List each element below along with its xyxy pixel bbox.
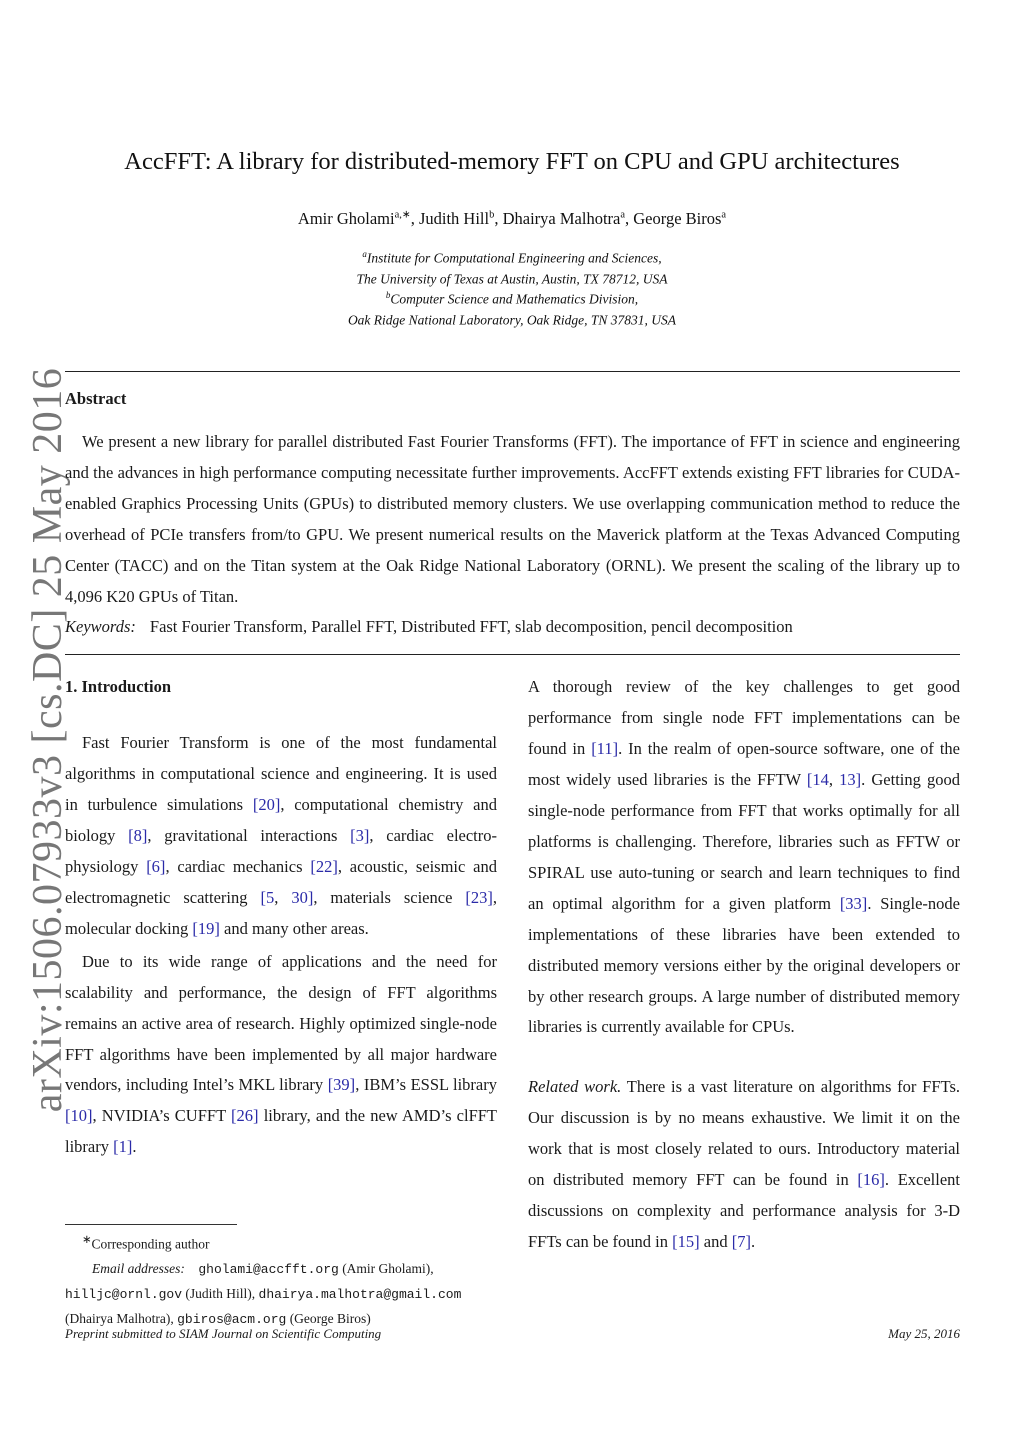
citation-link[interactable]: [7] xyxy=(731,1232,751,1252)
footnote-emails-line: (Dhairya Malhotra), gbiros@acm.org (George Biros) xyxy=(65,1310,371,1327)
paragraph-text: , cardiac mechanics xyxy=(165,856,311,876)
email-link[interactable]: hilljc@ornl.gov xyxy=(65,1286,183,1302)
citation-link[interactable]: [14 xyxy=(806,769,829,789)
paragraph-text: A thorough review of the key challenges to get good performance from single node FFT implementations can be found in xyxy=(528,677,960,758)
affiliation-line: Oak Ridge National Laboratory, Oak Ridge, TN 37831, USA xyxy=(347,312,677,328)
paragraph-text: and many other areas. xyxy=(219,918,369,938)
intro-paragraph-1 xyxy=(65,728,497,945)
left-column xyxy=(65,672,497,1163)
citation-link[interactable]: [33] xyxy=(839,893,868,913)
citation-link[interactable]: [23] xyxy=(465,887,493,907)
citation-link[interactable]: [6] xyxy=(146,856,166,876)
paragraph-text: . Single-node implementations of these libraries have been extended to distributed memory versions either by the original developers or by other research groups. A large number of distributed memory libraries is currently available for CPUs. xyxy=(528,893,960,1037)
affiliations xyxy=(0,246,1024,329)
citation-link[interactable]: [11] xyxy=(591,738,619,758)
email-link[interactable]: dhairya.malhotra@gmail.com xyxy=(258,1286,462,1302)
author: Dhairya Malhotra$^a$, xyxy=(502,208,634,228)
paper-title: AccFFT: A library for distributed-memory FFT on CPU and GPU architectures xyxy=(124,148,900,175)
right-column xyxy=(528,672,960,1258)
affiliation-line: The University of Texas at Austin, Austin, TX 78712, USA xyxy=(356,271,668,287)
paragraph-text: , computational chemistry and biology xyxy=(65,794,497,845)
keywords-label: Keywords: xyxy=(65,617,136,636)
email-link[interactable]: gbiros@acm.org xyxy=(177,1311,287,1327)
footnote xyxy=(65,1228,497,1332)
citation-link[interactable]: [26] xyxy=(231,1106,259,1126)
paragraph-text: library, and the new AMD’s clFFT library xyxy=(65,1106,497,1157)
citation-link[interactable]: [19] xyxy=(192,918,220,938)
keywords xyxy=(65,616,960,638)
paragraph-text: , xyxy=(828,769,840,789)
paragraph-text: , IBM’s ESSL library xyxy=(355,1075,497,1095)
paragraph-text: and xyxy=(699,1232,732,1252)
citation-link[interactable]: [39] xyxy=(327,1075,356,1095)
paragraph-text: , materials science xyxy=(313,887,466,907)
footnote-corresponding-author: ∗Corresponding author xyxy=(82,1234,210,1252)
author: George Biros$^a$ xyxy=(633,208,727,228)
abstract-heading: Abstract xyxy=(65,389,127,408)
author-list xyxy=(0,208,1024,229)
abstract-bottom-rule xyxy=(65,654,960,655)
keywords-list: Fast Fourier Transform, Parallel FFT, Distributed FFT, slab decomposition, pencil decomposition xyxy=(149,617,793,636)
citation-link[interactable]: [22] xyxy=(310,856,338,876)
paragraph-text: . xyxy=(132,1137,137,1157)
affiliation-line: $^b$Computer Science and Mathematics Division, xyxy=(385,290,639,307)
citation-link[interactable]: [8] xyxy=(128,825,148,845)
intro-paragraph-2 xyxy=(65,947,497,1164)
email-link[interactable]: gholami@accfft.org xyxy=(198,1261,339,1277)
paragraph-text: , acoustic, seismic and electromagnetic scattering xyxy=(65,856,497,907)
paragraph-text: , molecular docking xyxy=(65,887,498,938)
paragraph-text: , NVIDIA’s CUFFT xyxy=(92,1106,232,1126)
paragraph-text: . xyxy=(750,1232,756,1252)
footnote-emails-line: hilljc@ornl.gov (Judith Hill), dhairya.malhotra@gmail.com xyxy=(65,1285,462,1302)
citation-link[interactable]: [1] xyxy=(113,1137,133,1157)
affiliation-line: $^a$Institute for Computational Engineering and Sciences, xyxy=(362,249,662,266)
related-work-paragraph xyxy=(528,1072,960,1258)
abstract-top-rule xyxy=(65,371,960,372)
author: Amir Gholami$^{a,∗}$, xyxy=(297,208,419,228)
citation-link[interactable]: [5 xyxy=(260,887,275,907)
paragraph-text: , gravitational interactions xyxy=(147,825,351,845)
author: Judith Hill$^b$, xyxy=(418,208,503,228)
footnote-rule xyxy=(65,1224,237,1225)
paragraph-text: . In the realm of open-source software, one of the most widely used libraries is the FFTW xyxy=(528,738,960,789)
paragraph-text: , xyxy=(274,887,292,907)
footer-preprint-note: Preprint submitted to SIAM Journal on Scientific Computing xyxy=(65,1326,382,1341)
citation-link[interactable]: 13] xyxy=(839,769,862,789)
citation-link[interactable]: [16] xyxy=(857,1170,885,1190)
paragraph-text: . Getting good single-node performance from FFT that works optimally for all platforms is challenging. Therefore, libraries such as FFTW or SPIRAL use auto-tuning or search and learn techniques to find an optimal algorithm for a given platform xyxy=(528,769,960,913)
citation-link[interactable]: 30] xyxy=(291,887,314,907)
section-heading-introduction: 1. Introduction xyxy=(65,677,172,696)
paragraph-text: There is a vast literature on algorithms for FFTs. Our discussion is by no means exhaustive. We limit it on the work that is most closely related to ours. Introductory material on distributed memory FFT can be found in xyxy=(528,1077,960,1190)
intro-paragraph-3 xyxy=(528,672,960,1043)
paragraph-text: . Excellent discussions on complexity and performance analysis for 3-D FFTs can be found in xyxy=(528,1170,960,1252)
abstract-text: We present a new library for parallel distributed Fast Fourier Transforms (FFT). The importance of FFT in science and engineering and the advances in high performance computing necessitate further improvements. AccFFT extends existing FFT libraries for CUDA-enabled Graphics Processing Units (GPUs) to distributed memory clusters. We use overlapping communication method to reduce the overhead of PCIe transfers from/to GPU. We present numerical results on the Maverick platform at the Texas Advanced Computing Center (TACC) and on the Titan system at the Oak Ridge National Laboratory (ORNL). We present the scaling of the library up to 4,096 K20 GPUs of Titan. xyxy=(65,432,960,606)
footnote-emails-line: Email addresses: gholami@accfft.org (Amir Gholami), xyxy=(92,1260,434,1277)
paragraph-text: Due to its wide range of applications and the need for scalability and performance, the design of FFT algorithms remains an active area of research. Highly optimized single-node FFT algorithms have been implemented by all major hardware vendors, including Intel’s MKL library xyxy=(65,951,497,1095)
paragraph-text: Fast Fourier Transform is one of the most fundamental algorithms in computational science and engineering. It is used in turbulence simulations xyxy=(65,733,497,814)
citation-link[interactable]: [20] xyxy=(252,794,281,814)
footer-date: May 25, 2016 xyxy=(888,1326,960,1341)
related-work-label: Related work. xyxy=(528,1077,622,1097)
citation-link[interactable]: [3] xyxy=(350,825,370,845)
citation-link[interactable]: [15] xyxy=(672,1232,700,1252)
arxiv-identifier-stamp: arXiv:1506.07933v3 [cs.DC] 25 May 2016 xyxy=(25,367,71,1113)
citation-link[interactable]: [10] xyxy=(65,1106,93,1126)
paragraph-text: , cardiac electro-physiology xyxy=(65,825,498,876)
